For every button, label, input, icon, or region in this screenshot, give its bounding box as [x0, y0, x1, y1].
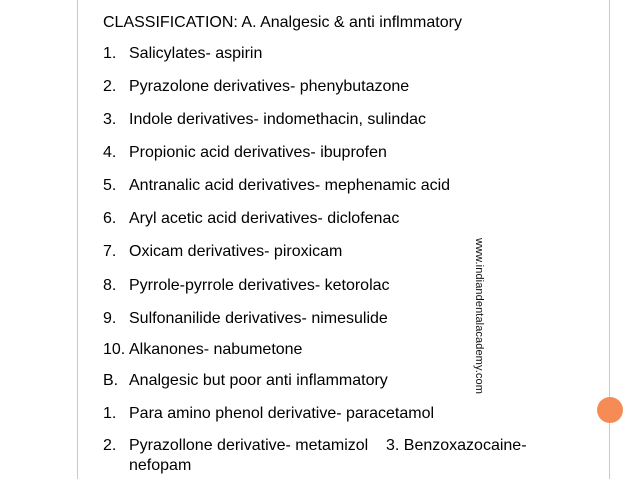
item-text: Antranalic acid derivatives- mephenamic acid — [129, 177, 451, 194]
item-number: 4. — [103, 144, 117, 161]
item-text: Indole derivatives- indomethacin, sulindac — [129, 111, 427, 128]
item-text: Sulfonanilide derivatives- nimesulide — [129, 310, 388, 327]
item-text: Analgesic but poor anti inflammatory — [129, 372, 388, 389]
list-item — [103, 436, 583, 476]
list-item — [103, 276, 390, 296]
item-number: 8. — [103, 277, 117, 294]
list-item — [103, 176, 450, 196]
item-number: 5. — [103, 177, 117, 194]
item-number: 7. — [103, 243, 117, 260]
item-number: 1. — [103, 45, 117, 62]
item-text: Oxicam derivatives- piroxicam — [129, 243, 343, 260]
list-item — [103, 371, 388, 391]
item-text: Propionic acid derivatives- ibuprofen — [129, 144, 387, 161]
list-item — [103, 77, 409, 97]
item-text: Pyrazollone derivative- metamizol 3. Benzoxazocaine- nefopam — [129, 437, 531, 474]
left-frame-line — [77, 0, 78, 479]
item-text: Pyrrole-pyrrole derivatives- ketorolac — [129, 277, 390, 294]
item-number: B. — [103, 372, 119, 389]
list-item — [103, 209, 399, 229]
item-number: 2. — [103, 78, 117, 95]
item-number: 1. — [103, 405, 117, 422]
item-text: Aryl acetic acid derivatives- diclofenac — [129, 210, 400, 227]
list-item — [103, 110, 426, 130]
item-text: Alkanones- nabumetone — [129, 341, 303, 358]
item-number: 10. — [103, 341, 126, 358]
list-item — [103, 404, 434, 424]
list-item — [103, 143, 387, 163]
item-text: Pyrazolone derivatives- phenybutazone — [129, 78, 410, 95]
list-item — [103, 44, 262, 64]
item-text: Salicylates- aspirin — [129, 45, 263, 62]
item-number: 6. — [103, 210, 117, 227]
list-item — [103, 340, 302, 360]
item-number: 2. — [103, 437, 117, 454]
item-number: 3. — [103, 111, 117, 128]
list-item — [103, 242, 342, 262]
item-text: Para amino phenol derivative- paracetamol — [129, 405, 435, 422]
list-item — [103, 309, 388, 329]
item-number: 9. — [103, 310, 117, 327]
accent-circle — [597, 397, 623, 423]
watermark-text: www.indiandentalacademy.com — [473, 238, 485, 394]
classification-heading: CLASSIFICATION: A. Analgesic & anti inflmmatory — [103, 14, 462, 31]
